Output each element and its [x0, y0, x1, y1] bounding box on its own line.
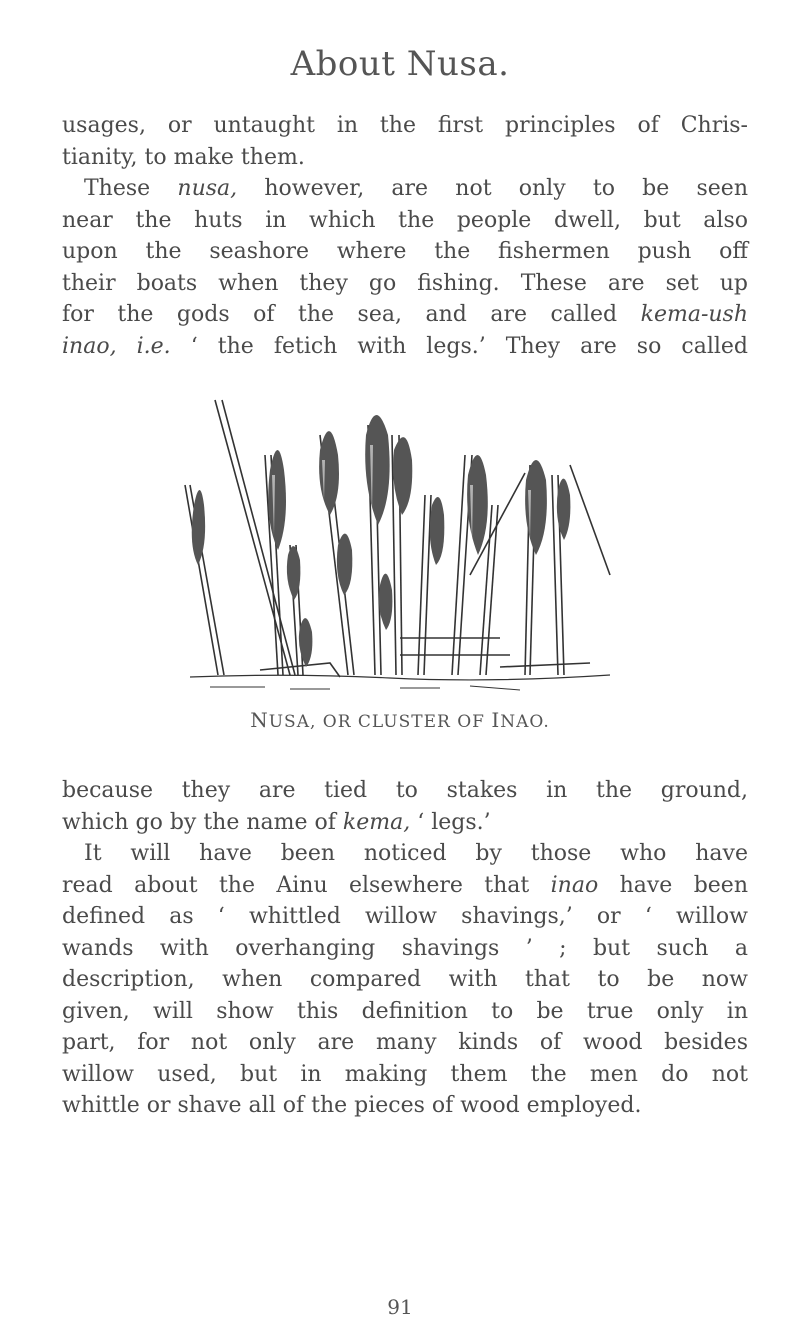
text-line: which go by the name of kema, ‘ legs.’: [62, 809, 491, 835]
text-line: willow used, but in making them the men do not: [62, 1061, 748, 1087]
page-number: 91: [387, 1295, 413, 1319]
text-line: because they are tied to stakes in the ground,: [62, 778, 748, 803]
text-line: These nusa, however, are not only to be seen: [84, 176, 748, 201]
text-line: upon the seashore where the fishermen push off: [62, 239, 748, 264]
nusa-illustration: [170, 395, 620, 695]
text-line: defined as ‘ whittled willow shavings,’ or ‘ willow: [62, 904, 748, 929]
paragraph-top: [62, 110, 748, 362]
text-line: inao, i.e. ‘ the fetich with legs.’ They are so called: [62, 333, 748, 359]
text-line: their boats when they go fishing. These are set up: [62, 270, 748, 296]
paragraph-bottom: [62, 775, 748, 1122]
text-line: part, for not only are many kinds of wood besides: [62, 1030, 748, 1055]
text-line: given, will show this definition to be true only in: [62, 998, 748, 1024]
figure-caption: NUSA, OR CLUSTER OF INAO.: [250, 708, 550, 732]
text-line: usages, or untaught in the first principles of Chris-: [62, 113, 748, 138]
text-line: wands with overhanging shavings ’ ; but such a: [62, 935, 748, 961]
running-title: About Nusa.: [290, 44, 510, 84]
text-line: for the gods of the sea, and are called kema-ush: [62, 302, 748, 327]
text-line: description, when compared with that to be now: [62, 967, 748, 992]
text-line: tianity, to make them.: [62, 144, 305, 170]
text-line: It will have been noticed by those who have: [84, 841, 748, 866]
italic-term: kema,: [342, 809, 411, 835]
text-line: whittle or shave all of the pieces of wood employed.: [62, 1093, 642, 1118]
text-line: near the huts in which the people dwell, but also: [62, 207, 748, 233]
italic-term: inao: [550, 872, 599, 898]
italic-term: kema-ush: [640, 302, 748, 327]
italic-term: nusa,: [177, 176, 238, 201]
italic-term: inao, i.e.: [62, 333, 171, 359]
text-line: read about the Ainu elsewhere that inao have been: [62, 872, 748, 898]
